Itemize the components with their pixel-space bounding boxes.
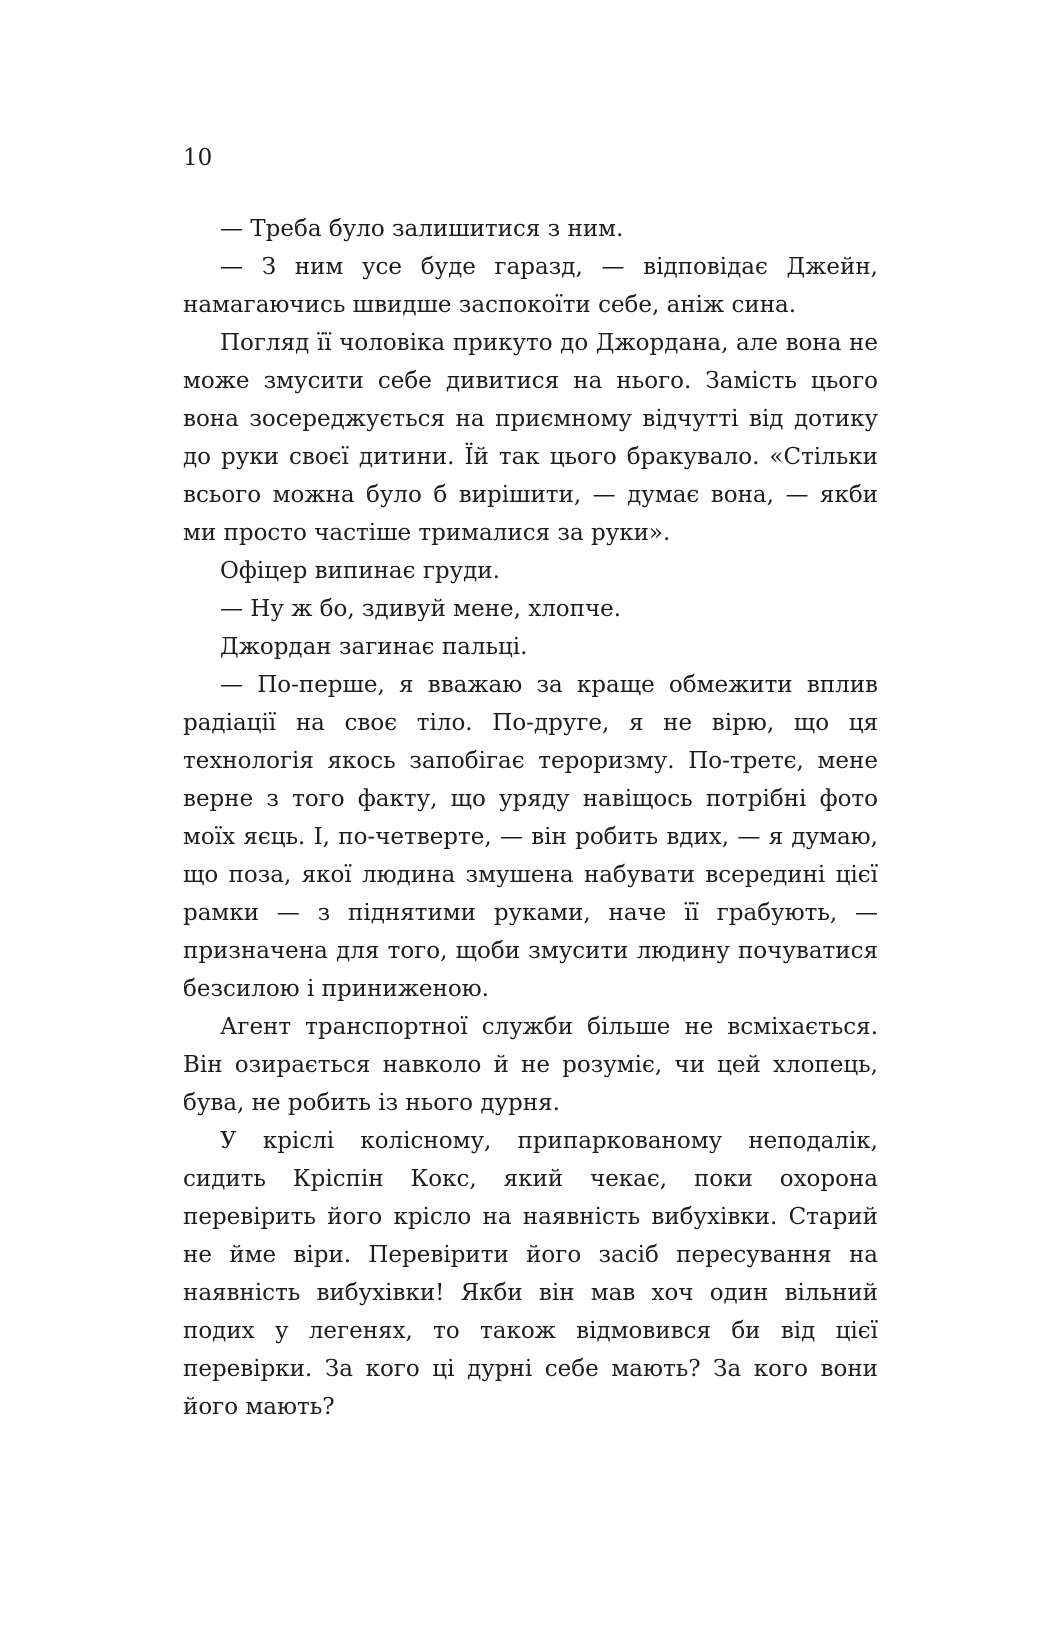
paragraph: Агент транспортної служби більше не всміхається. Він озирається навколо й не розуміє, чи цей хлопець, бува, не робить із нього дурня. bbox=[183, 1014, 878, 1116]
page-text-block bbox=[183, 210, 878, 1426]
paragraph: Офіцер випинає груди. bbox=[220, 558, 500, 584]
paragraph: Джордан загинає пальці. bbox=[220, 634, 528, 660]
paragraph: — По-перше, я вважаю за краще обмежити вплив радіації на своє тіло. По-друге, я не вірю, що ця технологія якось запобігає тероризму. По-третє, мене верне з того факту, що уряду навіщось потрібні фото моїх яєць. І, по-четверте, — він робить вдих, — я думаю, що поза, якої людина змушена набувати всередині цієї рамки — з піднятими руками, наче її грабують, — призначена для того, щоби змусити людину почуватися безсилою і приниженою. bbox=[183, 672, 878, 1002]
page-number: 10 bbox=[183, 145, 213, 171]
paragraph: — Треба було залишитися з ним. bbox=[220, 216, 624, 242]
paragraph: — З ним усе буде гаразд, — відповідає Джейн, намагаючись швидше заспокоїти себе, аніж сина. bbox=[183, 254, 878, 318]
paragraph: — Ну ж бо, здивуй мене, хлопче. bbox=[220, 596, 622, 622]
paragraph: Погляд її чоловіка прикуто до Джордана, але вона не може змусити себе дивитися на нього. Замість цього вона зосереджується на приємному відчутті від дотику до руки своєї дитини. Їй так цього бракувало. «Стільки всього можна було б вирішити, — думає вона, — якби ми просто частіше трималися за руки». bbox=[183, 330, 878, 546]
paragraph: У кріслі колісному, припаркованому неподалік, сидить Кріспін Кокс, який чекає, поки охорона перевірить його крісло на наявність вибухівки. Старий не йме віри. Перевірити його засіб пересування на наявність вибухівки! Якби він мав хоч один вільний подих у легенях, то також відмовився би від цієї перевірки. За кого ці дурні себе мають? За кого вони його мають? bbox=[183, 1128, 878, 1420]
